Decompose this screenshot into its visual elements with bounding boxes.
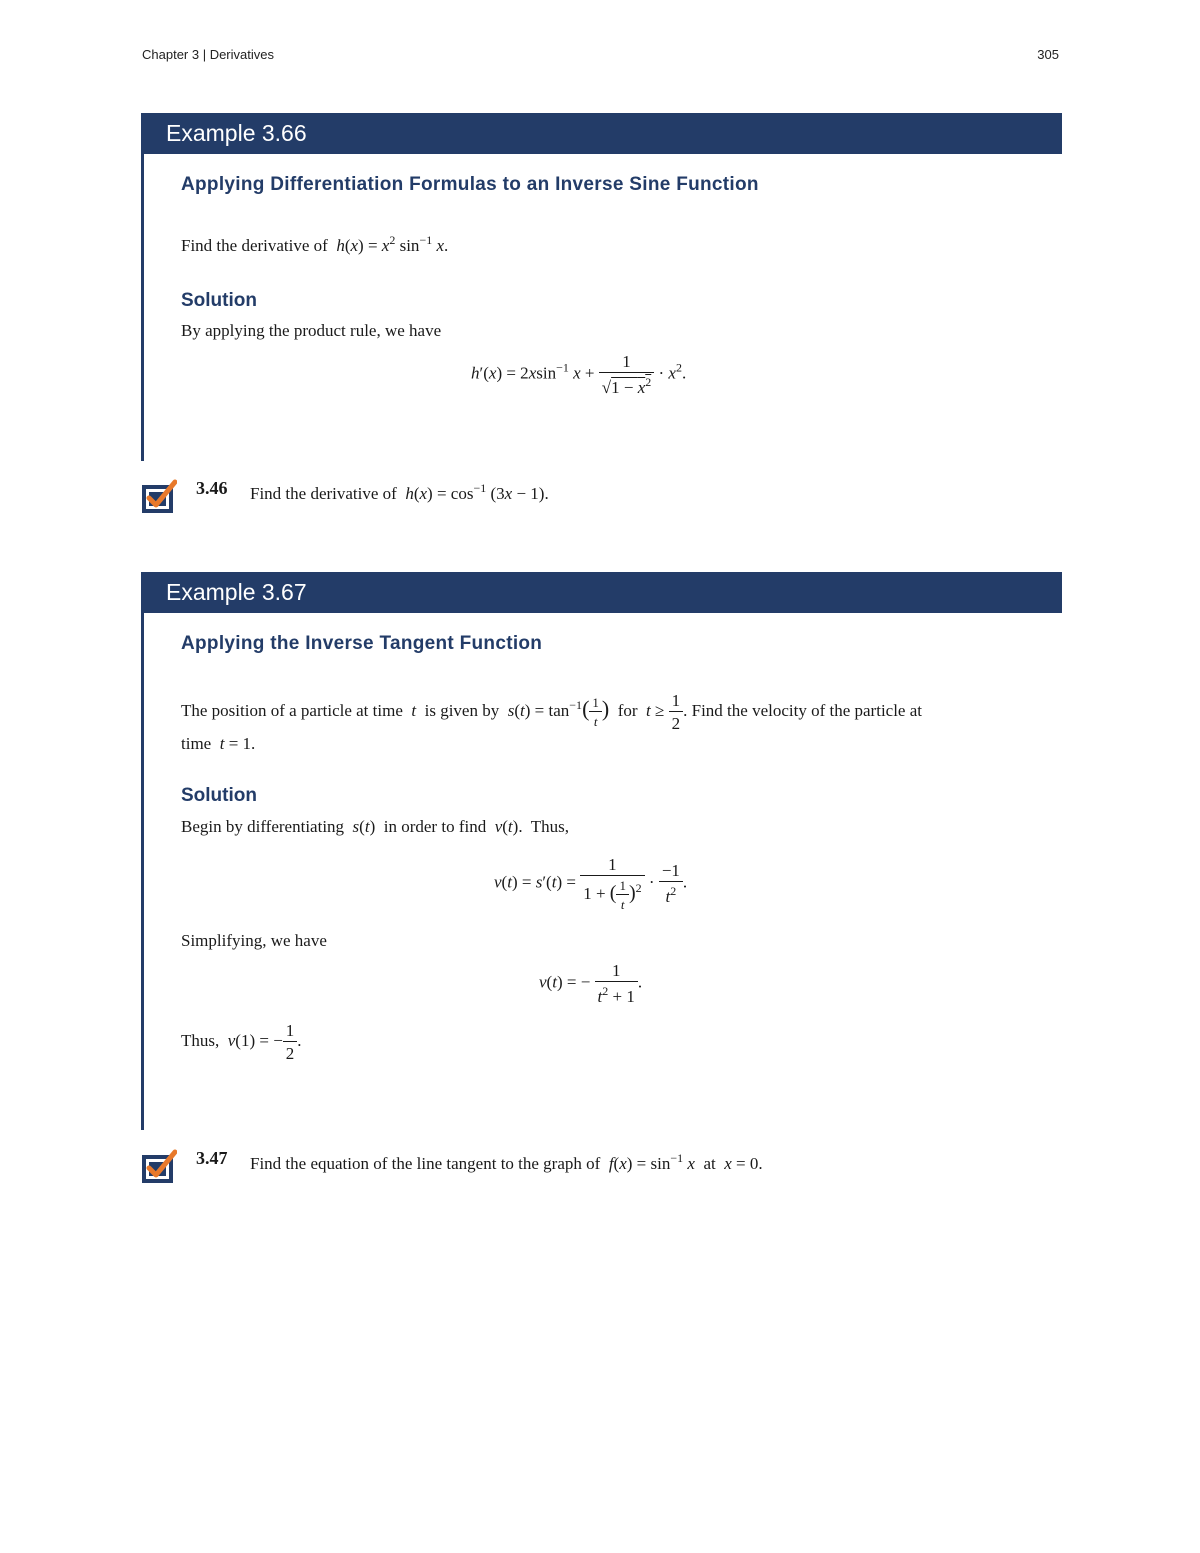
problem-intro-text: Find the derivative of [181,236,328,255]
example-367-problem-line2: time t = 1. [181,734,256,753]
checkpoint-347-number: 3.47 [196,1148,228,1168]
problem-text-time: time [181,734,212,753]
example-367-box [141,572,1062,1130]
example-366-solution-heading: Solution [181,290,257,311]
running-head-chapter: Chapter 3 | Derivatives [142,47,274,62]
example-367-solution-heading: Solution [181,785,257,806]
fraction: $\frac{1}{2}$ [669,692,684,732]
example-367-problem-line1: The position of a particle at time t is given by $s(t) = \tan^{-1}$( $\frac{1}{t}$ ) for t ≥ $\frac{1}{2}$ . Find the velocity of the particle at [181,691,922,733]
thus-text: Thus, [181,1030,220,1050]
checkpoint-347 [141,1148,1059,1188]
checkpoint-347-at: at [703,1154,716,1173]
fraction: $\frac{1}{2}$ [283,1022,298,1062]
checkbox-check-icon [141,478,177,514]
simplified-velocity-equation: v(t) = − $\frac{1}{t^2 + 1}$ . [539,961,643,1006]
example-366-box [141,113,1062,461]
final-answer: Thus, v(1) = − $\frac{1}{2}$ . [181,1021,302,1063]
simplifying-text: Simplifying, we have [181,931,327,950]
fraction: 1 1 + ( $\frac{1}{t}$ )$^2$ [580,856,644,911]
fraction: $\frac{1}{√1 - x^2}$ [599,353,654,396]
checkpoint-346-math: $h(x) = \cos^{-1} (3x - 1)$. [405,481,549,503]
example-366-solution-text: By applying the product rule, we have [181,321,442,340]
checkpoint-346-text [250,481,549,504]
page-number: 305 [1037,47,1059,62]
problem-text-a: The position of a particle at time [181,700,403,720]
checkpoint-346-prompt: Find the derivative of [250,484,397,503]
solution-text-b: in order to find [383,817,487,836]
checkpoint-347-prompt: Find the equation of the line tangent to the graph of [250,1154,601,1173]
example-366-problem [181,233,448,256]
problem-text-d: Find the velocity of the particle at [691,700,922,720]
fraction: $\frac{1}{t}$ [589,696,602,728]
solution-text-c: Thus, [530,817,570,836]
problem-text-c: for [617,700,638,720]
fraction: $\frac{1}{t^2 + 1}$ [595,962,638,1005]
example-366-title: Applying Differentiation Formulas to an Inverse Sine Function [181,174,759,195]
example-367-title: Applying the Inverse Tangent Function [181,633,543,654]
checkpoint-347-text: Find the equation of the line tangent to the graph of $f(x) = \sin^{-1} x$ at x = 0. [250,1151,763,1173]
solution-text-a: Begin by differentiating [181,817,345,836]
example-366-header: Example 3.66 [141,113,1062,154]
fraction: $\frac{-1}{t^2}$ [659,862,683,905]
example-367-solution-text: Begin by differentiating s(t) in order to find v(t). Thus, [181,817,570,836]
example-367-header: Example 3.67 [141,572,1062,613]
velocity-equation: v(t) = s′(t) = 1 1 + ( $\frac{1}{t}$ )$^2$ · $\frac{-1}{t^2}$ . [494,855,688,912]
checkpoint-346-number: 3.46 [196,478,228,498]
example-366-result-equation: h′(x) = 2xsin$^{-1}$ x + $\frac{1}{√1 - x^2}$ · $x^2$. [471,352,687,397]
problem-math: $h(x) = x^2$ $\sin^{-1} x$. [336,233,449,255]
checkpoint-346 [141,478,1059,518]
problem-text-b: is given by [424,700,500,720]
checkbox-check-icon [141,1148,177,1184]
